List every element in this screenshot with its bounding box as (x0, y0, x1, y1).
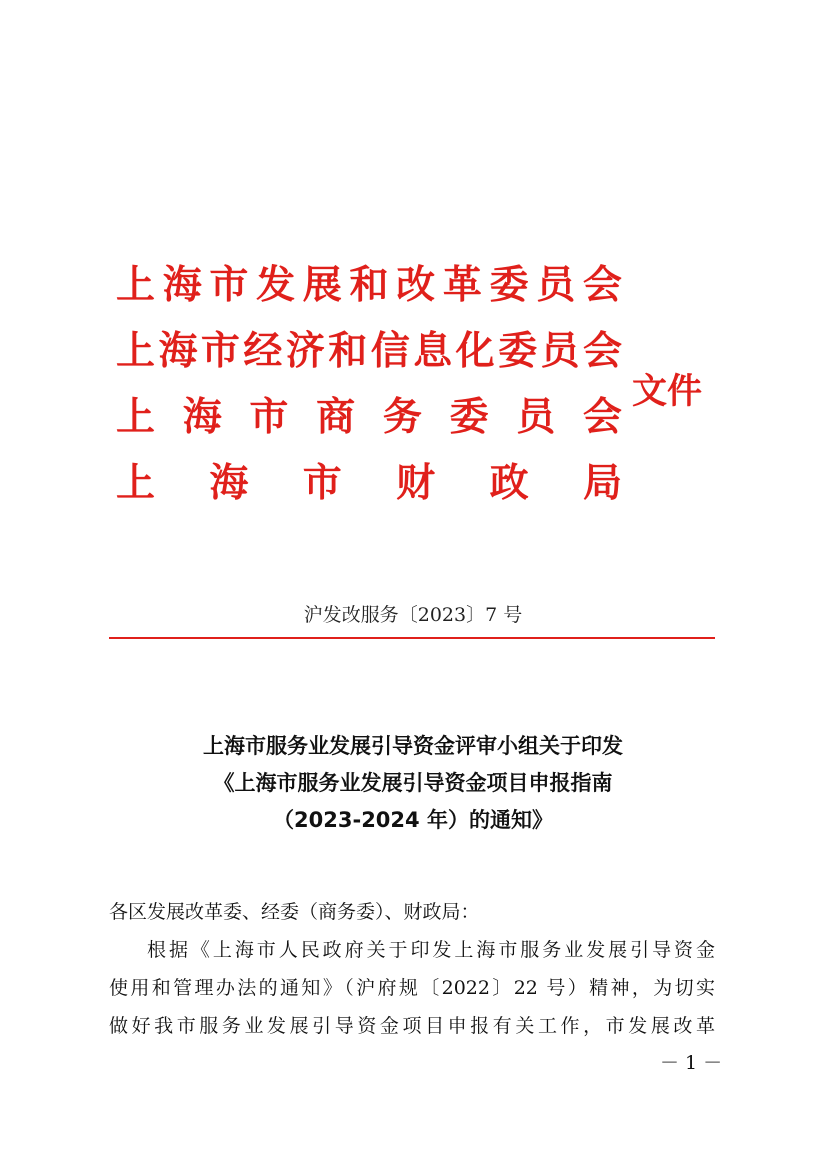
issuer-char: 市 (249, 395, 289, 440)
document-number: 沪发改服务〔2023〕7 号 (303, 604, 523, 626)
issuer-char: 委 (489, 263, 529, 308)
notice-title-line-2: 《上海市服务业发展引导资金项目申报指南 (213, 771, 613, 795)
issuer-char: 济 (285, 329, 325, 374)
document-suffix: 文件 (632, 372, 703, 412)
issuer-char: 上 (116, 329, 156, 374)
issuer-char: 上 (116, 395, 156, 440)
issuer-char: 会 (582, 329, 622, 374)
issuer-block (116, 257, 622, 521)
body-text (109, 893, 715, 1045)
issuer-char: 市 (200, 329, 240, 374)
notice-title (0, 728, 826, 839)
issuer-char: 海 (209, 461, 249, 506)
issuer-line-3 (116, 389, 622, 455)
issuer-char: 上 (116, 461, 156, 506)
issuer-char: 局 (582, 461, 622, 506)
issuer-char: 市 (209, 263, 249, 308)
issuer-char: 委 (449, 395, 489, 440)
paragraph-line-3: 做好我市服务业发展引导资金项目申报有关工作，市发展改革 (109, 1015, 715, 1037)
issuer-char: 海 (162, 263, 202, 308)
issuer-char: 员 (536, 263, 576, 308)
issuer-char: 息 (413, 329, 453, 374)
issuer-char: 经 (243, 329, 283, 374)
issuer-char: 化 (455, 329, 495, 374)
issuer-char: 上 (116, 263, 156, 308)
issuer-char: 信 (370, 329, 410, 374)
notice-title-line-3: （2023-2024 年）的通知》 (273, 808, 553, 832)
paragraph-line-2: 使用和管理办法的通知》（沪府规〔2022〕22 号）精神，为切实 (109, 977, 715, 999)
red-divider-line (109, 637, 715, 639)
issuer-char: 展 (302, 263, 342, 308)
issuer-line-4 (116, 455, 622, 521)
issuer-char: 务 (382, 395, 422, 440)
issuer-char: 会 (582, 395, 622, 440)
issuer-char: 革 (442, 263, 482, 308)
page-number: － 1 － (660, 1052, 723, 1074)
issuer-line-1 (116, 257, 622, 323)
addressee: 各区发展改革委、经委（商务委）、财政局： (109, 901, 480, 923)
issuer-char: 和 (349, 263, 389, 308)
issuer-char: 政 (489, 461, 529, 506)
issuer-char: 海 (182, 395, 222, 440)
issuer-char: 会 (582, 263, 622, 308)
issuer-char: 委 (498, 329, 538, 374)
issuer-char: 员 (540, 329, 580, 374)
issuer-char: 财 (396, 461, 436, 506)
issuer-char: 市 (302, 461, 342, 506)
issuer-char: 和 (328, 329, 368, 374)
issuer-char: 商 (316, 395, 356, 440)
notice-title-line-1: 上海市服务业发展引导资金评审小组关于印发 (203, 734, 623, 758)
issuer-char: 员 (516, 395, 556, 440)
issuer-char: 改 (396, 263, 436, 308)
issuer-char: 海 (158, 329, 198, 374)
issuer-line-2 (116, 323, 622, 389)
issuer-char: 发 (256, 263, 296, 308)
paragraph-line-1: 根据《上海市人民政府关于印发上海市服务业发展引导资金 (147, 939, 715, 961)
